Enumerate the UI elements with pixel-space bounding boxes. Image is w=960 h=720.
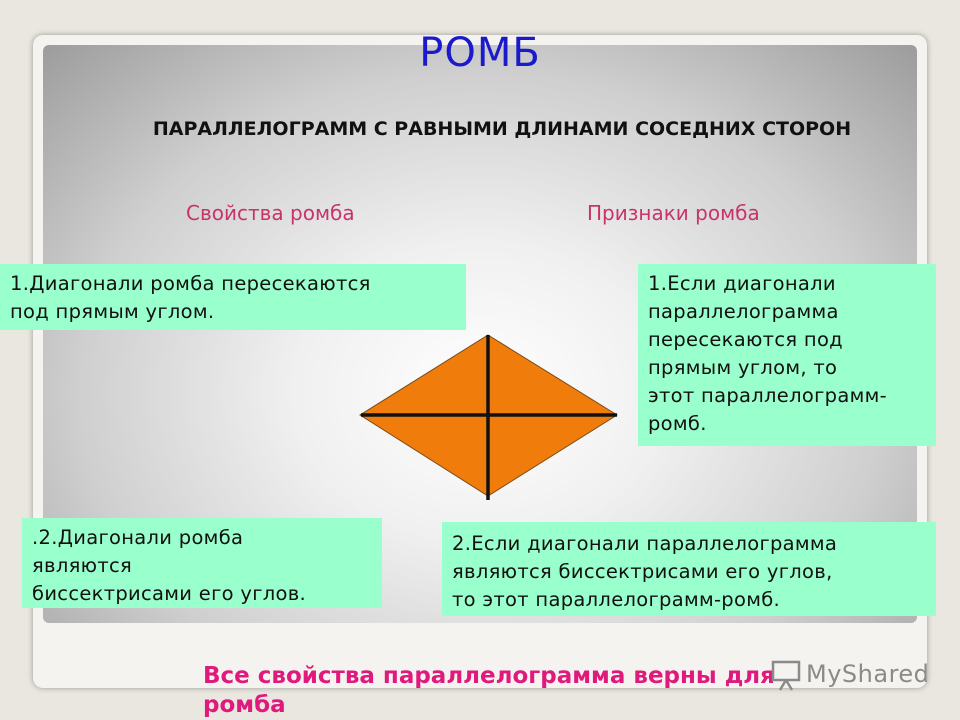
sign-box-1 bbox=[638, 264, 936, 446]
presentation-icon bbox=[770, 658, 804, 692]
watermark bbox=[770, 656, 930, 696]
footer-note: Все свойства параллелограмма верны для ромба bbox=[203, 663, 775, 718]
property-box-1 bbox=[0, 264, 466, 330]
property-2-text: .2.Диагонали ромба являются биссектрисами его углов. bbox=[32, 526, 307, 605]
watermark-text: MyShared bbox=[806, 660, 930, 688]
sign-2-text: 2.Если диагонали параллелограмма являются биссектрисами его углов, то этот параллелограмм-ромб. bbox=[452, 532, 838, 611]
slide-title: РОМБ bbox=[419, 30, 541, 76]
sign-box-2 bbox=[442, 522, 936, 616]
signs-heading: Признаки ромба bbox=[587, 201, 760, 225]
property-1-text: 1.Диагонали ромба пересекаются под прямым углом. bbox=[10, 272, 371, 323]
definition-text: ПАРАЛЛЕЛОГРАММ С РАВНЫМИ ДЛИНАМИ СОСЕДНИХ СТОРОН bbox=[152, 118, 852, 140]
sign-1-text: 1.Если диагонали параллелограмма пересекаются под прямым углом, то этот параллелограмм- ромб. bbox=[648, 272, 887, 435]
properties-heading: Свойства ромба bbox=[186, 201, 355, 225]
property-box-2 bbox=[22, 518, 382, 608]
rhombus-figure bbox=[355, 330, 625, 505]
